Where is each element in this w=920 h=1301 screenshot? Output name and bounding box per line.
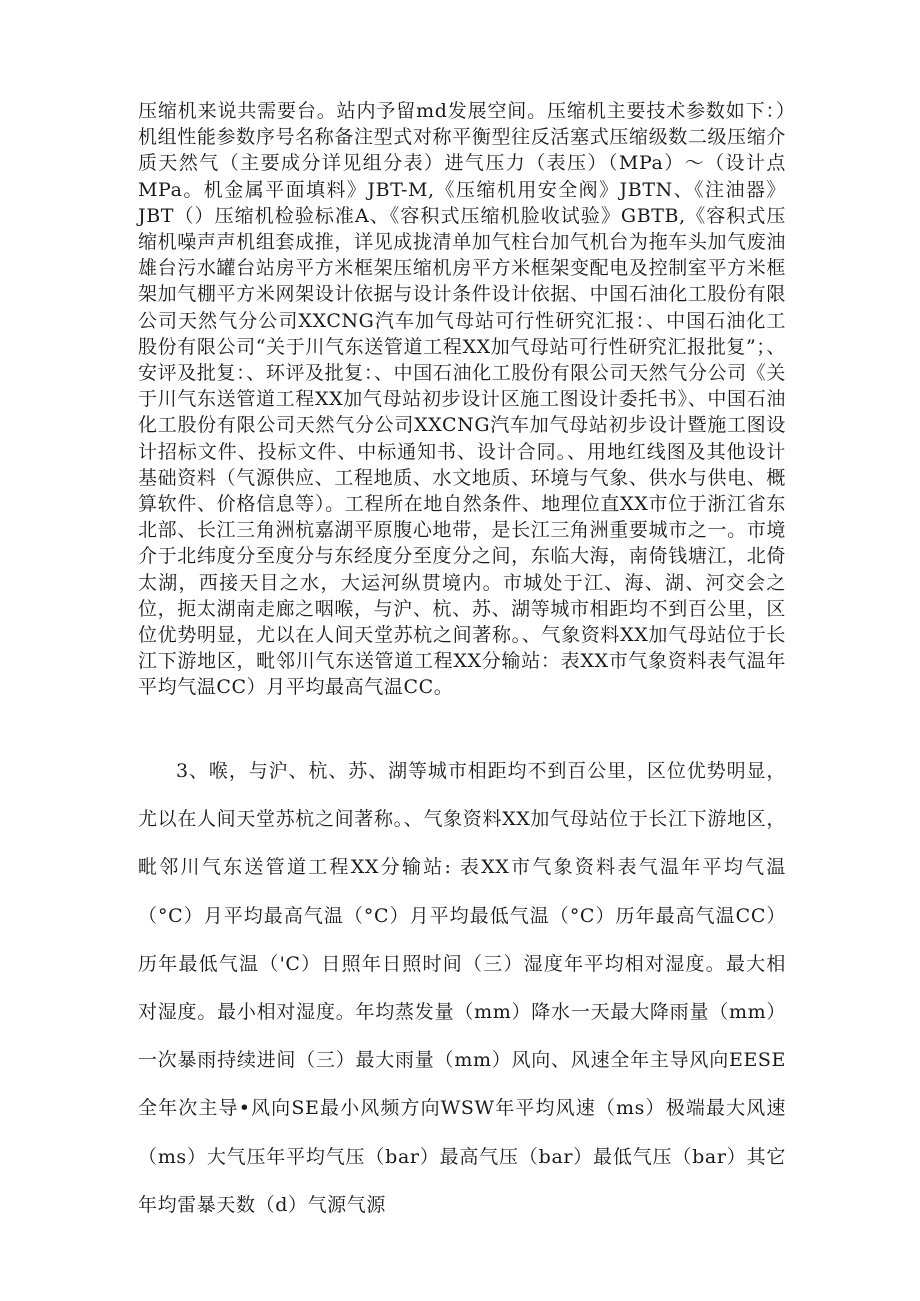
body-paragraph-1: 压缩机来说共需要台。站内予留md发展空间。压缩机主要技术参数如下：）机组性能参数序号名称备注型式对称平衡型往反活塞式压缩级数二级压缩介质天然气（主要成分详见组分表）进气压力（表压）（MPa）～（设计点MPa。机金属平面填料》JBT-M,《压缩机用安全阀》JBTN、《注油器》JBT（）压缩机检验标准A、《容积式压缩机脸收试验》GBTB,《容积式压缩机噪声声机组套成推，详见成拢清单加气柱台加气机台为拖车头加气废油雄台污水罐台站房平方米框架压缩机房平方米框架变配电及控制室平方米框架加气棚平方米网架设计依据与设计条件设计依据、中国石油化工股份有限公司天然气分公司XXCNG汽车加气母站可行性研究汇报：、中国石油化工股份有限公司“关于川气东送管道工程XX加气母站可行性研究汇报批复”；、安评及批复：、环评及批复：、中国石油化工股份有限公司天然气分公司《关于川气东送管道工程XX加气母站初步设计区施工图设计委托书》、中国石油化工股份有限公司天然气分公司XXCNG汽车加气母站初步设计暨施工图设计招标文件、投标文件、中标通知书、设计合同。、用地红线图及其他设计基础资料（气源供应、工程地质、水文地质、环境与气象、供水与供电、概算软件、价格信息等）。工程所在地自然条件、地理位直XX市位于浙江省东北部、长江三角洲杭嘉湖平原腹心地带，是长江三角洲重要城市之一。市境介于北纬度分至度分与东经度分至度分之间，东临大海，南倚钱塘江，北倚太湖，西接天目之水，大运河纵贯境内。市城处于江、海、湖、河交会之位，扼太湖南走廊之咽喉，与沪、杭、苏、湖等城市相距均不到百公里，区位优势明显，尤以在人间天堂苏杭之间著称。、气象资料XX加气母站位于长江下游地区，毗邻川气东送管道工程XX分输站：表XX市气象资料表气温年平均气温CC）月平均最高气温CC。 <box>138 100 786 699</box>
body-paragraph-2: 3、喉，与沪、杭、苏、湖等城市相距均不到百公里，区位优势明显，尤以在人间天堂苏杭之间著称。、气象资料XX加气母站位于长江下游地区，毗邻川气东送管道工程XX分输站: 表XX市气象资料表气温年平均气温（°C）月平均最高气温（°C）月平均最低气温（°C）历年最高气温CC）历年最低气温（'C）日照年日照时间（三）湿度年平均相对湿度。最大相对湿度。最小相对湿度。年均蒸发量（mm）降水一天最大降雨量（mm）一次暴雨持续进间（三）最大雨量（mm）风向、风速全年主导风向EESE全年次主导•风向SE最小风频方向WSW年平均风速（ms）极端最大风速（ms）大气压年平均气压（bar）最高气压（bar）最低气压（bar）其它年均雷暴天数（d）气源气源 <box>138 760 786 1216</box>
